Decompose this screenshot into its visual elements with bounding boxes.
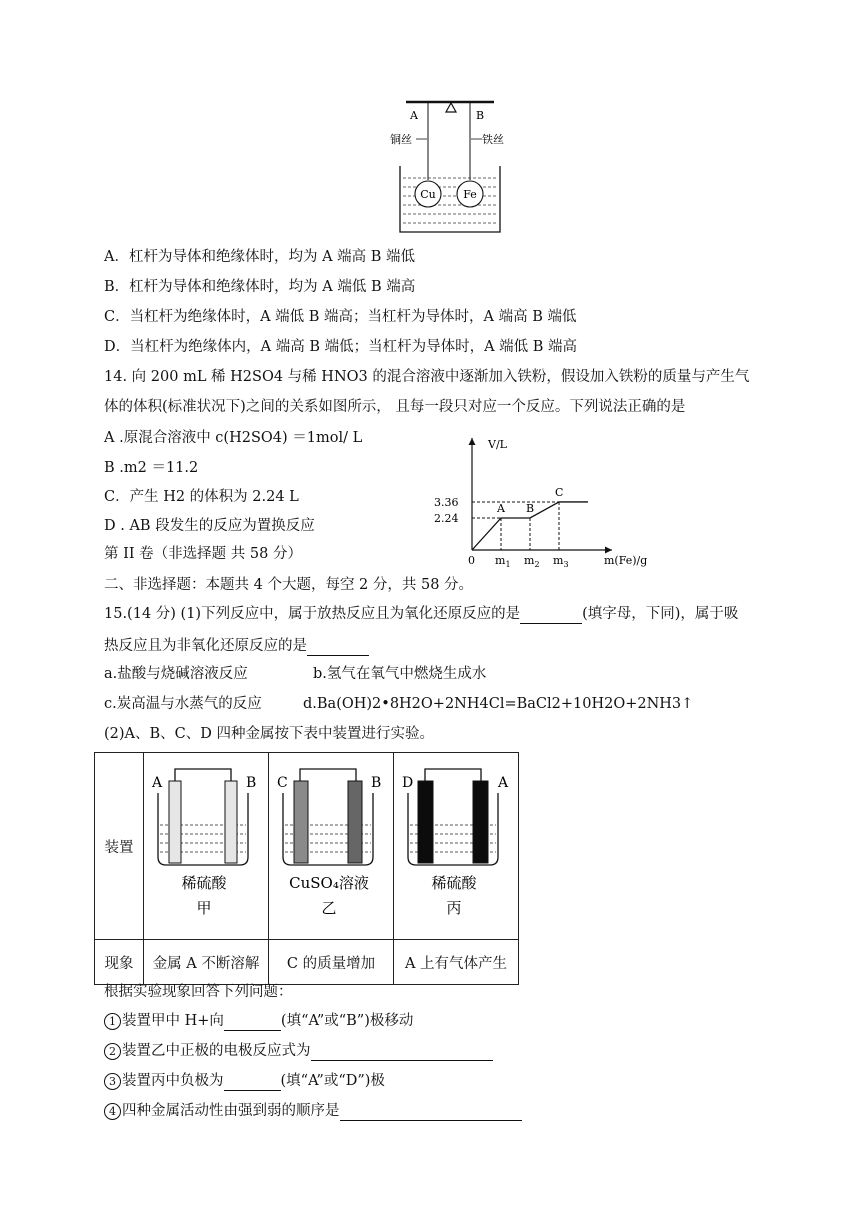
section-heading: 二、非选择题：本题共 4 个大题，每空 2 分，共 58 分。 bbox=[104, 577, 474, 593]
device-jia bbox=[144, 753, 269, 940]
x-tick-label: $m_1$ bbox=[495, 554, 511, 569]
svg-text:Cu: Cu bbox=[420, 188, 436, 201]
circled-number-1: 1 bbox=[104, 1013, 121, 1030]
svg-text:D: D bbox=[402, 775, 414, 791]
cell-yi-diagram bbox=[269, 753, 393, 935]
q13-option-c: C．当杠杆为绝缘体时，A 端低 B 端高；当杠杆为导体时，A 端高 B 端低 bbox=[104, 309, 577, 325]
circled-number-2: 2 bbox=[104, 1043, 121, 1060]
answer-blank-4[interactable] bbox=[311, 1060, 493, 1061]
y-tick-label: 2.24 bbox=[434, 511, 459, 525]
x-tick-label: $m_3$ bbox=[553, 554, 569, 569]
answer-blank-5[interactable] bbox=[224, 1090, 281, 1091]
questions-intro: 根据实验现象回答下列问题： bbox=[104, 984, 293, 1000]
q15-line2: 热反应且为非氧化还原反应的是 bbox=[104, 636, 369, 656]
point-label: B bbox=[526, 501, 535, 515]
row-head-phenomenon: 现象 bbox=[95, 940, 144, 985]
lever-label-a: A bbox=[410, 109, 418, 122]
phenomenon-bing: A 上有气体产生 bbox=[394, 940, 519, 985]
answer-blank-2[interactable] bbox=[307, 655, 369, 656]
answer-blank-3[interactable] bbox=[224, 1030, 281, 1031]
svg-text:稀硫酸: 稀硫酸 bbox=[431, 874, 477, 892]
q14-stem-line2: 体的体积(标准状况下)之间的关系如图所示， 且每一段只对应一个反应。下列说法正确的是 bbox=[104, 399, 686, 415]
question-3: 3 装置丙中负极为 (填“A”或“D”)极 bbox=[104, 1071, 385, 1091]
q13-option-d: D．当杠杆为绝缘体内，A 端高 B 端低；当杠杆为导体时，A 端低 B 端高 bbox=[104, 339, 578, 355]
copper-wire-label: 铜丝 bbox=[390, 133, 412, 146]
svg-text:C: C bbox=[277, 775, 288, 791]
svg-text:Fe: Fe bbox=[463, 188, 477, 201]
point-label: A bbox=[497, 501, 505, 515]
q15-option-b: b.氢气在氧气中燃烧生成水 bbox=[313, 666, 487, 682]
q15-option-a: a.盐酸与烧碱溶液反应 bbox=[104, 666, 248, 682]
device-bing bbox=[394, 753, 519, 940]
q15-line1: 15.(14 分) (1)下列反应中，属于放热反应且为氧化还原反应的是 (填字母，下同)，属于吸 bbox=[104, 606, 739, 622]
y-axis-label: V/L bbox=[488, 438, 507, 451]
svg-text:B: B bbox=[371, 775, 382, 791]
answer-blank-6[interactable] bbox=[340, 1120, 522, 1121]
point-label: C bbox=[555, 485, 564, 499]
answer-blank-1[interactable] bbox=[520, 623, 582, 624]
row-head-device: 装置 bbox=[95, 753, 144, 940]
q14-option-c: C．产生 H2 的体积为 2.24 L bbox=[104, 489, 299, 505]
volume-mass-chart bbox=[432, 432, 662, 572]
q15-part2: (2)A、B、C、D 四种金属按下表中装置进行实验。 bbox=[104, 726, 434, 742]
svg-text:CuSO₄溶液: CuSO₄溶液 bbox=[289, 874, 369, 892]
y-tick-label: 3.36 bbox=[434, 495, 459, 509]
iron-wire-label: 铁丝 bbox=[482, 133, 504, 146]
circled-number-3: 3 bbox=[104, 1073, 121, 1090]
svg-text:甲: 甲 bbox=[196, 899, 212, 917]
cell-jia-diagram bbox=[144, 753, 268, 935]
device-yi bbox=[269, 753, 394, 940]
svg-text:A: A bbox=[498, 775, 509, 791]
q13-option-b: B．杠杆为导体和绝缘体时，均为 A 端低 B 端高 bbox=[104, 279, 416, 295]
question-2: 2 装置乙中正极的电极反应式为 bbox=[104, 1041, 493, 1061]
q15-option-d: d.Ba(OH)2•8H2O+2NH4Cl=BaCl2+10H2O+2NH3↑ bbox=[303, 696, 694, 712]
lever-label-b: B bbox=[476, 109, 485, 122]
q14-option-d: D . AB 段发生的反应为置换反应 bbox=[104, 518, 315, 534]
cell-bing-diagram bbox=[394, 753, 518, 935]
svg-text:B: B bbox=[246, 775, 257, 791]
q14-option-b: B .m2 ＝11.2 bbox=[104, 460, 199, 476]
q13-option-a: A．杠杆为导体和绝缘体时，均为 A 端高 B 端低 bbox=[104, 249, 416, 265]
svg-text:丙: 丙 bbox=[446, 899, 462, 917]
q14-stem-line1: 14. 向 200 mL 稀 H2SO4 与稀 HNO3 的混合溶液中逐渐加入铁粉，假设加入铁粉的质量与产生气 bbox=[104, 369, 750, 385]
question-1: 1 装置甲中 H+向 (填“A”或“B”)极移动 bbox=[104, 1011, 413, 1031]
svg-text:A: A bbox=[152, 775, 163, 791]
q15-option-c: c.炭高温与水蒸气的反应 bbox=[104, 696, 262, 712]
x-axis-label: m(Fe)/g bbox=[604, 554, 648, 567]
svg-text:乙: 乙 bbox=[321, 899, 337, 917]
question-4: 4 四种金属活动性由强到弱的顺序是 bbox=[104, 1101, 522, 1121]
svg-text:稀硫酸: 稀硫酸 bbox=[181, 874, 227, 892]
origin-label: 0 bbox=[468, 554, 475, 567]
phenomenon-jia: 金属 A 不断溶解 bbox=[144, 940, 269, 985]
lever-diagram bbox=[390, 96, 520, 238]
phenomenon-yi: C 的质量增加 bbox=[269, 940, 394, 985]
x-tick-label: $m_2$ bbox=[524, 554, 540, 569]
circled-number-4: 4 bbox=[104, 1103, 121, 1120]
q14-option-a: A .原混合溶液中 c(H2SO4) ＝1mol/ L bbox=[104, 430, 363, 446]
experiment-table bbox=[94, 752, 519, 985]
volume-title: 第 II 卷（非选择题 共 58 分） bbox=[104, 546, 302, 562]
